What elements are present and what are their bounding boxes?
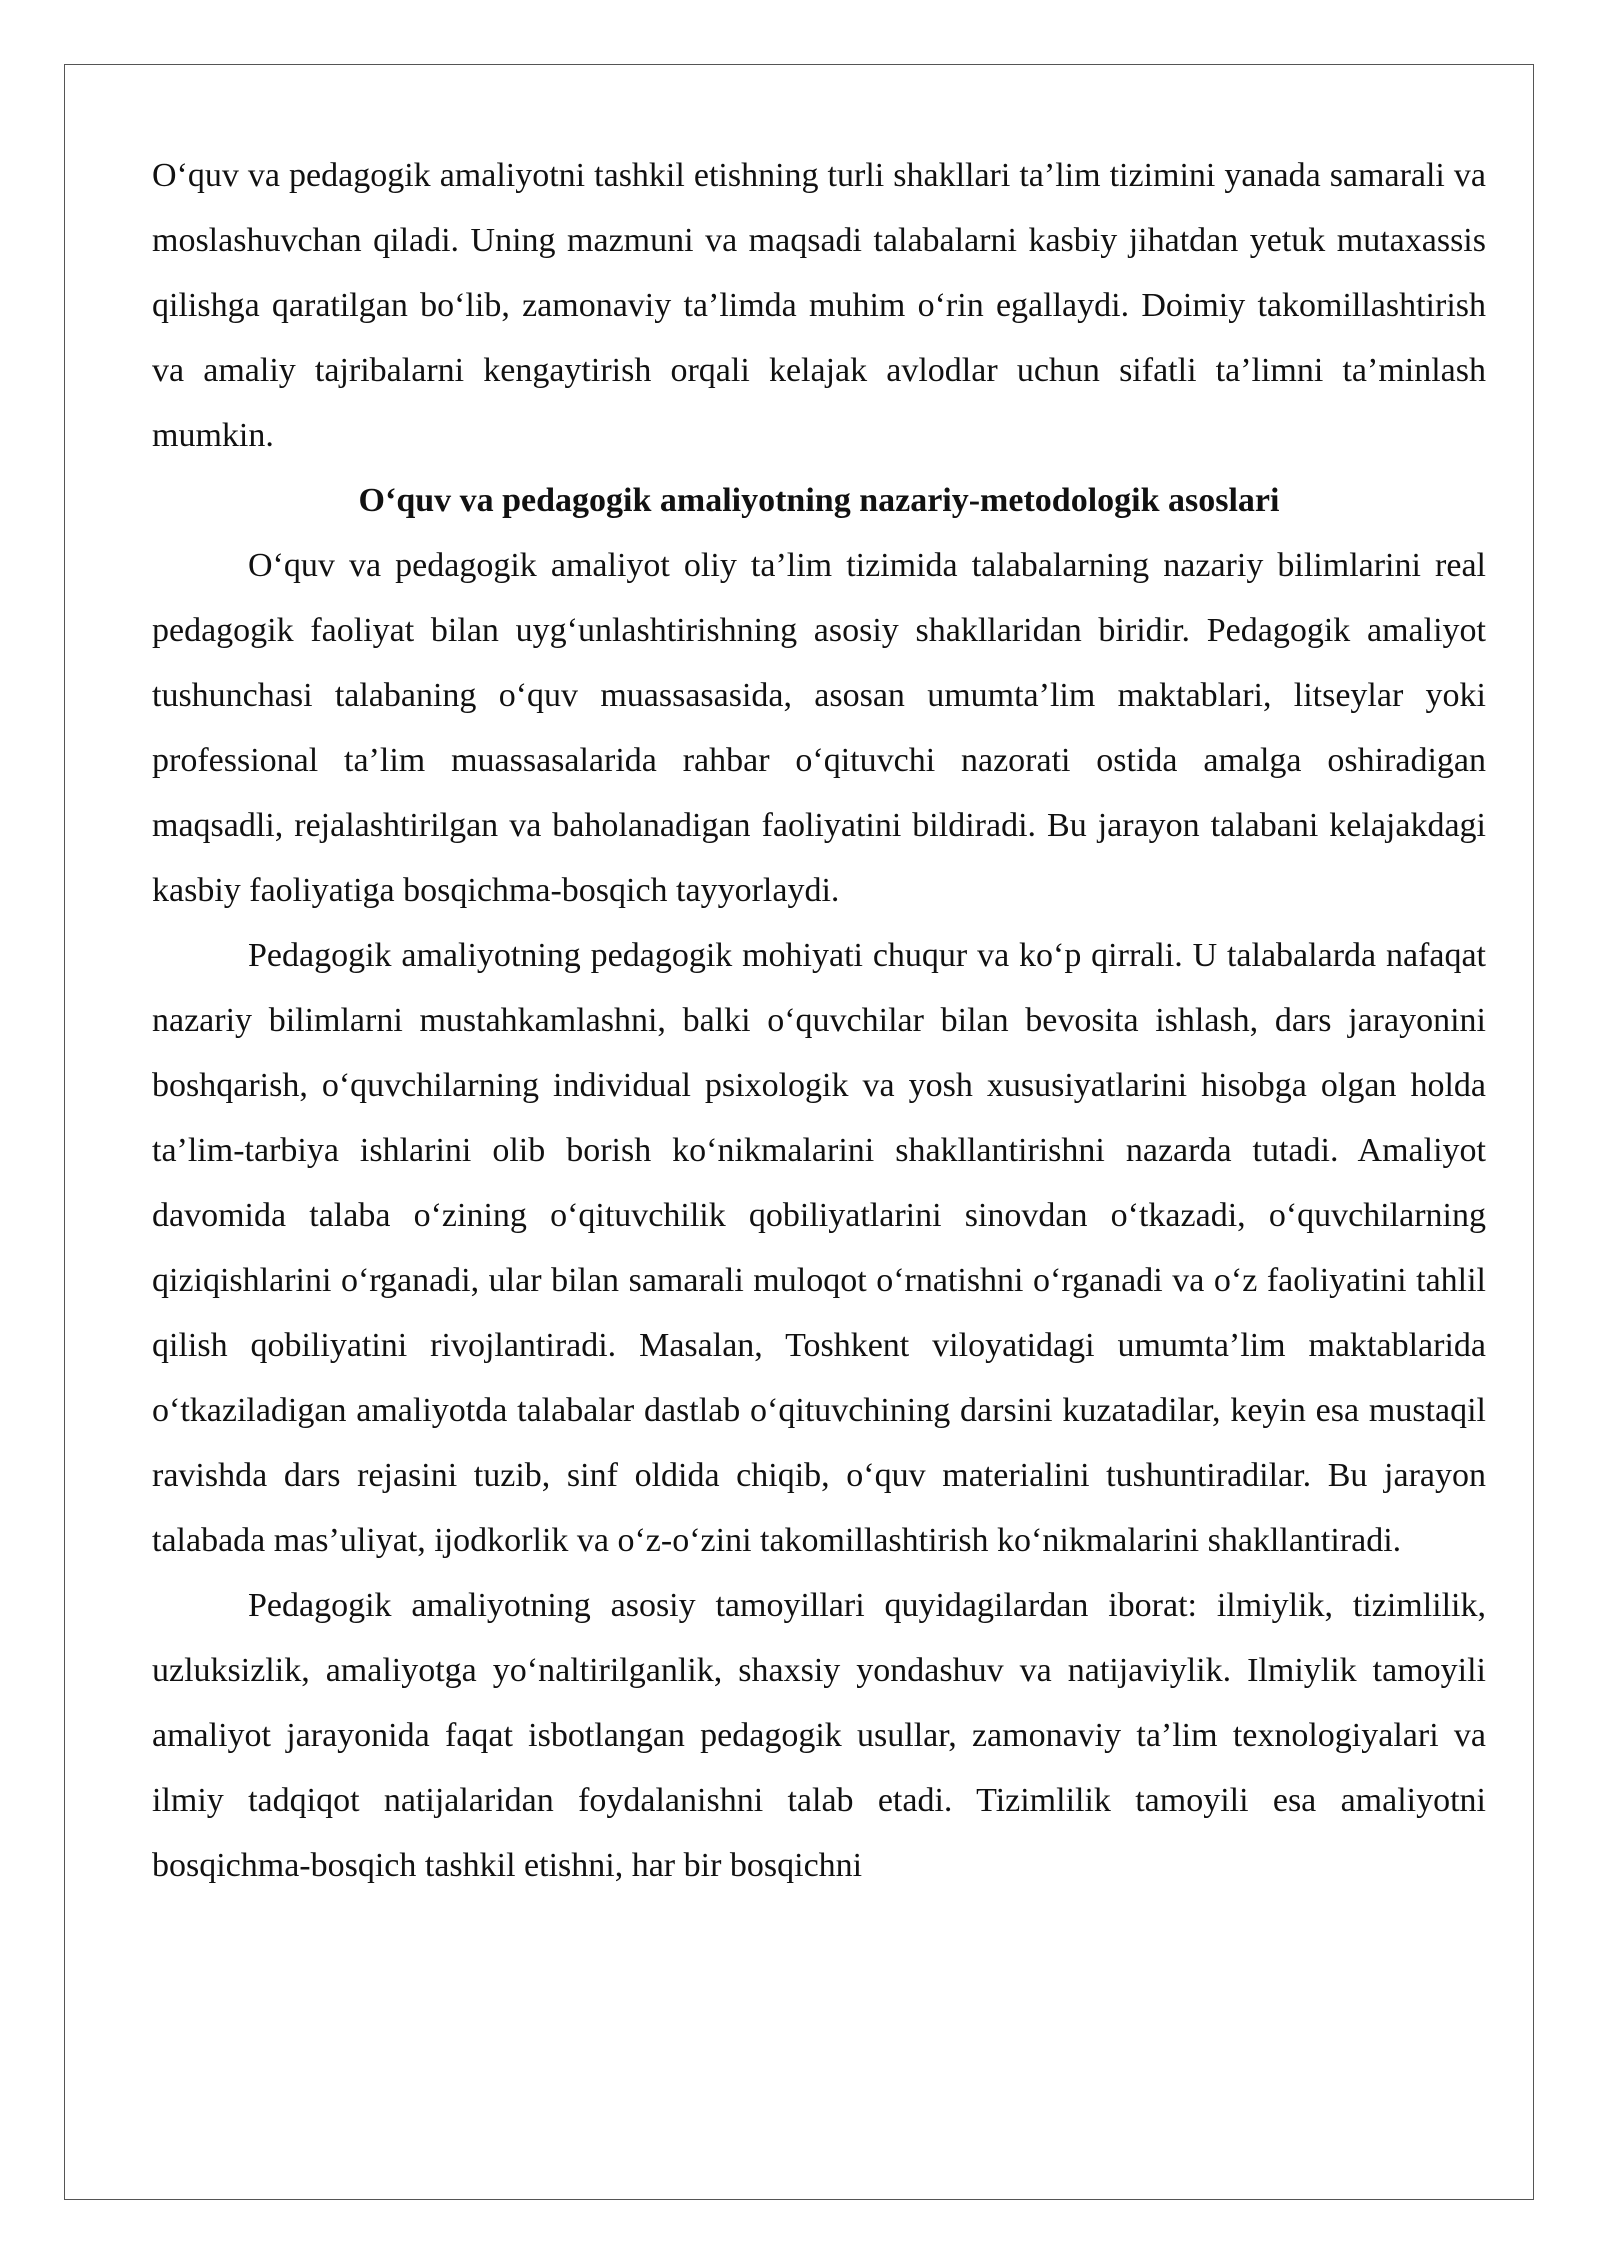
body-paragraph-2: Pedagogik amaliyotning pedagogik mohiyati chuqur va ko‘p qirrali. U talabalarda nafaqat nazariy bilimlarni mustahkamlashni, balki o‘quvchilar bilan bevosita ishlash, dars jarayonini boshqarish, o‘quvchilarning individual psixologik va yosh xususiyatlarini hisobga olgan holda ta’lim-tarbiya ishlarini olib borish ko‘nikmalarini shakllantirishni nazarda tutadi. Amaliyot davomida talaba o‘zining o‘qituvchilik qobiliyatlarini sinovdan o‘tkazadi, o‘quvchilarning qiziqishlarini o‘rganadi, ular bilan samarali muloqot o‘rnatishni o‘rganadi va o‘z faoliyatini tahlil qilish qobiliyatini rivojlantiradi. Masalan, Toshkent viloyatidagi umumta’lim maktablarida o‘tkaziladigan amaliyotda talabalar dastlab o‘qituvchining darsini kuzatadilar, keyin esa mustaqil ravishda dars rejasini tuzib, sinf oldida chiqib, o‘quv materialini tushuntiradilar. Bu jarayon talabada mas’uliyat, ijodkorlik va o‘z-o‘zini takomillashtirish ko‘nikmalarini shakllantiradi. [152, 937, 1486, 1559]
body-paragraph-1: O‘quv va pedagogik amaliyot oliy ta’lim tizimida talabalarning nazariy bilimlarini real pedagogik faoliyat bilan uyg‘unlashtirishning asosiy shakllaridan biridir. Pedagogik amaliyot tushunchasi talabaning o‘quv muassasasida, asosan umumta’lim maktablari, litseylar yoki professional ta’lim muassasalarida rahbar o‘qituvchi nazorati ostida amalga oshiradigan maqsadli, rejalashtirilgan va baholanadigan faoliyatini bildiradi. Bu jarayon talabani kelajakdagi kasbiy faoliyatiga bosqichma-bosqich tayyorlaydi. [152, 547, 1486, 909]
document-body [152, 143, 1486, 1898]
body-paragraph-3: Pedagogik amaliyotning asosiy tamoyillari quyidagilardan iborat: ilmiylik, tizimlilik, uzluksizlik, amaliyotga yo‘naltirilganlik, shaxsiy yondashuv va natijaviylik. Ilmiylik tamoyili amaliyot jarayonida faqat isbotlangan pedagogik usullar, zamonaviy ta’lim texnologiyalari va ilmiy tadqiqot natijalaridan foydalanishni talab etadi. Tizimlilik tamoyili esa amaliyotni bosqichma-bosqich tashkil etishni, har bir bosqichni [152, 1587, 1486, 1884]
section-heading: O‘quv va pedagogik amaliyotning nazariy-metodologik asoslari [358, 482, 1280, 519]
intro-paragraph: O‘quv va pedagogik amaliyotni tashkil etishning turli shakllari ta’lim tizimini yanada samarali va moslashuvchan qiladi. Uning mazmuni va maqsadi talabalarni kasbiy jihatdan yetuk mutaxassis qilishga qaratilgan bo‘lib, zamonaviy ta’limda muhim o‘rin egallaydi. Doimiy takomillashtirish va amaliy tajribalarni kengaytirish orqali kelajak avlodlar uchun sifatli ta’limni ta’minlash mumkin. [152, 157, 1486, 454]
